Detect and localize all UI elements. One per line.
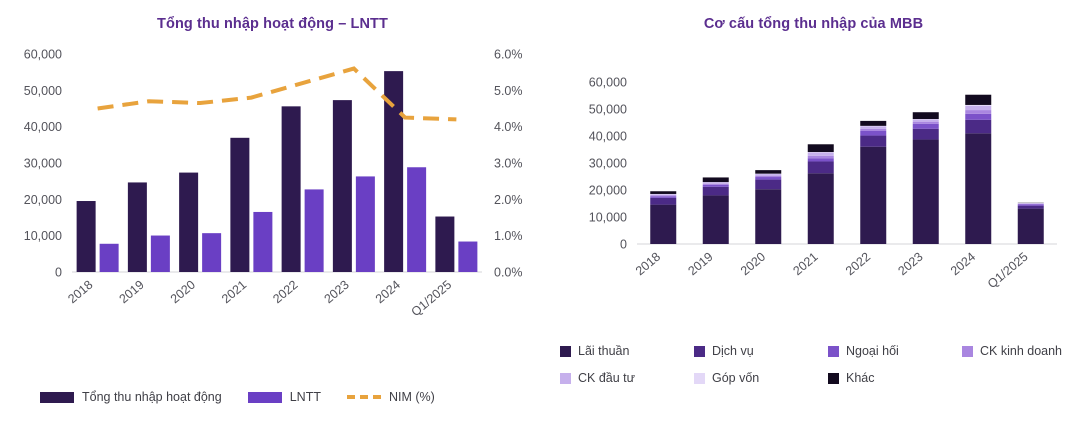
stacked-bar-segment: [755, 189, 781, 244]
right-ytick-label: 0.0%: [494, 265, 523, 280]
stacked-bar-segment: [965, 95, 991, 105]
legend-label-ck-kinh-doanh: CK kinh doanh: [980, 344, 1063, 358]
legend-label-dich-vu: Dịch vụ: [712, 344, 754, 358]
stacked-bar-segment: [1018, 203, 1044, 204]
stacked-bar-segment: [703, 182, 729, 183]
right-ytick-label: 6.0%: [494, 47, 523, 62]
legend-item-nim: [347, 390, 435, 404]
stacked-bar-segment: [808, 153, 834, 156]
bar-lntt: [100, 244, 119, 272]
right-ytick-label: 2.0%: [494, 192, 523, 207]
stacked-bar-segment: [965, 106, 991, 110]
left-xtick-label: [219, 278, 249, 307]
legend-label-nim: NIM (%): [388, 390, 435, 404]
stacked-bar-segment: [650, 194, 676, 195]
stacked-bar-segment: [913, 129, 939, 140]
stacked-bar-segment: [703, 185, 729, 187]
legend-swatch-dich-vu: [694, 346, 705, 357]
right-chart-xtick-label: [685, 250, 715, 279]
bar-lntt: [202, 233, 221, 272]
bar-toi: [282, 106, 301, 272]
svg-text:2018: 2018: [632, 249, 664, 279]
legend-label-ngoai-hoi: Ngoại hối: [846, 344, 899, 358]
stacked-bar-segment: [703, 184, 729, 185]
left-ytick-label: 40,000: [23, 120, 62, 135]
legend-swatch-lai-thuan: [560, 346, 571, 357]
legend-item-gop-von: [694, 371, 828, 385]
stacked-bar-segment: [755, 176, 781, 177]
stacked-bar-segment: [860, 121, 886, 126]
left-chart-plot: [0, 32, 545, 377]
stacked-bar-segment: [755, 174, 781, 176]
right-chart-title: Cơ cấu tổng thu nhập của MBB: [703, 16, 924, 32]
left-xtick-label: [65, 278, 95, 307]
right-chart-xtick-label: [985, 250, 1031, 292]
right-chart-ytick-label: 0: [620, 237, 627, 252]
right-chart-xtick-label: [948, 250, 978, 279]
legend-label-toi: Tổng thu nhập hoạt động: [82, 390, 222, 404]
left-chart-legend: [40, 390, 530, 404]
svg-text:2024: 2024: [372, 277, 404, 307]
legend-swatch-toi: [40, 392, 74, 403]
stacked-bar-segment: [755, 180, 781, 190]
bar-toi: [77, 201, 96, 272]
stacked-bar-segment: [755, 177, 781, 180]
left-ytick-label: 10,000: [23, 229, 62, 244]
stacked-bar-segment: [1018, 204, 1044, 205]
legend-swatch-nim: [347, 395, 381, 399]
right-chart-xtick-label: [790, 250, 820, 279]
legend-item-ck-kinh-doanh: [962, 344, 1062, 358]
left-xtick-label: [409, 278, 455, 320]
stacked-bar-segment: [808, 161, 834, 173]
legend-item-ngoai-hoi: [828, 344, 962, 358]
stacked-bar-segment: [965, 114, 991, 120]
stacked-bar-segment: [913, 124, 939, 129]
legend-item-lntt: [248, 390, 321, 404]
bar-lntt: [253, 212, 272, 272]
stacked-bar-segment: [650, 196, 676, 198]
legend-item-ck-dau-tu: [560, 371, 694, 385]
stacked-bar-segment: [860, 129, 886, 131]
stacked-bar-segment: [965, 110, 991, 114]
right-ytick-label: 3.0%: [494, 156, 523, 171]
legend-label-gop-von: Góp vốn: [712, 371, 760, 385]
svg-text:Q1/2025: Q1/2025: [408, 277, 455, 320]
stacked-bar-segment: [808, 173, 834, 244]
stacked-bar-segment: [755, 170, 781, 174]
legend-item-toi: [40, 390, 222, 404]
bar-lntt: [407, 167, 426, 272]
svg-text:2021: 2021: [218, 277, 250, 307]
stacked-bar-segment: [650, 191, 676, 194]
legend-row-1: [560, 344, 1080, 358]
svg-text:2019: 2019: [116, 277, 147, 307]
right-chart-ytick-label: 10,000: [588, 210, 627, 225]
legend-item-lai-thuan: [560, 344, 694, 358]
right-chart-xtick-label: [633, 250, 663, 279]
right-chart-ytick-label: 60,000: [588, 75, 627, 90]
stacked-bar-segment: [965, 120, 991, 134]
stacked-bar-segment: [808, 156, 834, 158]
bar-toi: [333, 100, 352, 272]
stacked-bar-segment: [650, 198, 676, 205]
svg-text:2024: 2024: [947, 249, 979, 279]
legend-swatch-gop-von: [694, 373, 705, 384]
left-xtick-label: [270, 278, 300, 307]
left-chart-title: Tổng thu nhập hoạt động – LNTT: [157, 16, 388, 32]
stacked-bar-segment: [913, 122, 939, 124]
stacked-bar-segment: [703, 195, 729, 244]
bar-lntt: [305, 189, 324, 272]
bar-lntt: [356, 176, 375, 272]
svg-text:2020: 2020: [737, 249, 769, 279]
left-ytick-label: 20,000: [23, 192, 62, 207]
legend-swatch-ngoai-hoi: [828, 346, 839, 357]
svg-text:2022: 2022: [842, 249, 874, 279]
right-ytick-label: 5.0%: [494, 83, 523, 98]
right-chart-ytick-label: 30,000: [588, 156, 627, 171]
left-xtick-label: [373, 278, 403, 307]
stacked-bar-segment: [650, 195, 676, 196]
stacked-bar-segment: [913, 112, 939, 119]
legend-swatch-ck-dau-tu: [560, 373, 571, 384]
stacked-bar-segment: [808, 158, 834, 161]
right-ytick-label: 4.0%: [494, 120, 523, 135]
legend-row-2: [560, 371, 1080, 385]
stacked-bar-segment: [913, 119, 939, 120]
right-chart-xtick-label: [843, 250, 873, 279]
svg-text:2022: 2022: [270, 277, 301, 307]
right-ytick-label: 1.0%: [494, 229, 523, 244]
svg-text:2023: 2023: [895, 249, 926, 279]
legend-label-lai-thuan: Lãi thuần: [578, 344, 630, 358]
left-ytick-label: 30,000: [23, 156, 62, 171]
bar-toi: [230, 138, 249, 272]
stacked-bar-segment: [860, 131, 886, 136]
legend-swatch-lntt: [248, 392, 282, 403]
right-chart-plot: [545, 32, 1082, 332]
svg-text:2019: 2019: [685, 249, 716, 279]
stacked-bar-segment: [808, 152, 834, 153]
legend-item-dich-vu: [694, 344, 828, 358]
stacked-bar-segment: [808, 144, 834, 152]
svg-text:Q1/2025: Q1/2025: [984, 249, 1031, 292]
svg-text:2020: 2020: [167, 277, 199, 307]
left-ytick-label: 0: [55, 265, 62, 280]
bar-lntt: [151, 236, 170, 272]
legend-label-ck-dau-tu: CK đầu tư: [578, 371, 636, 385]
stacked-bar-segment: [860, 126, 886, 127]
stacked-bar-segment: [913, 140, 939, 244]
stacked-bar-segment: [860, 136, 886, 147]
right-chart-ytick-label: 40,000: [588, 129, 627, 144]
bar-toi: [179, 173, 198, 272]
left-xtick-label: [321, 278, 351, 307]
svg-text:2021: 2021: [790, 249, 821, 279]
stacked-bar-segment: [965, 105, 991, 106]
bar-toi: [128, 182, 147, 272]
legend-label-khac: Khác: [846, 371, 875, 385]
svg-text:2023: 2023: [321, 277, 352, 307]
legend-swatch-khac: [828, 373, 839, 384]
stacked-bar-segment: [1018, 209, 1044, 244]
bar-toi: [435, 217, 454, 272]
left-xtick-label: [116, 278, 146, 307]
stacked-bar-segment: [965, 133, 991, 244]
left-ytick-label: 60,000: [23, 47, 62, 62]
stacked-bar-segment: [860, 147, 886, 244]
legend-label-lntt: LNTT: [289, 390, 321, 404]
stacked-bar-segment: [703, 177, 729, 182]
bar-lntt: [458, 242, 477, 272]
stacked-bar-segment: [1018, 206, 1044, 209]
right-chart-xtick-label: [738, 250, 768, 279]
legend-item-khac: [828, 371, 962, 385]
stacked-bar-segment: [913, 120, 939, 122]
right-chart-ytick-label: 20,000: [588, 183, 627, 198]
stacked-bar-segment: [650, 205, 676, 244]
right-chart-ytick-label: 50,000: [588, 102, 627, 117]
stacked-bar-segment: [1018, 204, 1044, 205]
stacked-bar-segment: [860, 126, 886, 128]
left-ytick-label: 50,000: [23, 83, 62, 98]
legend-swatch-ck-kinh-doanh: [962, 346, 973, 357]
right-chart-legend: [560, 344, 1080, 398]
stacked-bar-segment: [703, 187, 729, 196]
svg-text:2018: 2018: [65, 277, 96, 307]
left-xtick-label: [168, 278, 198, 307]
right-chart-xtick-label: [895, 250, 925, 279]
